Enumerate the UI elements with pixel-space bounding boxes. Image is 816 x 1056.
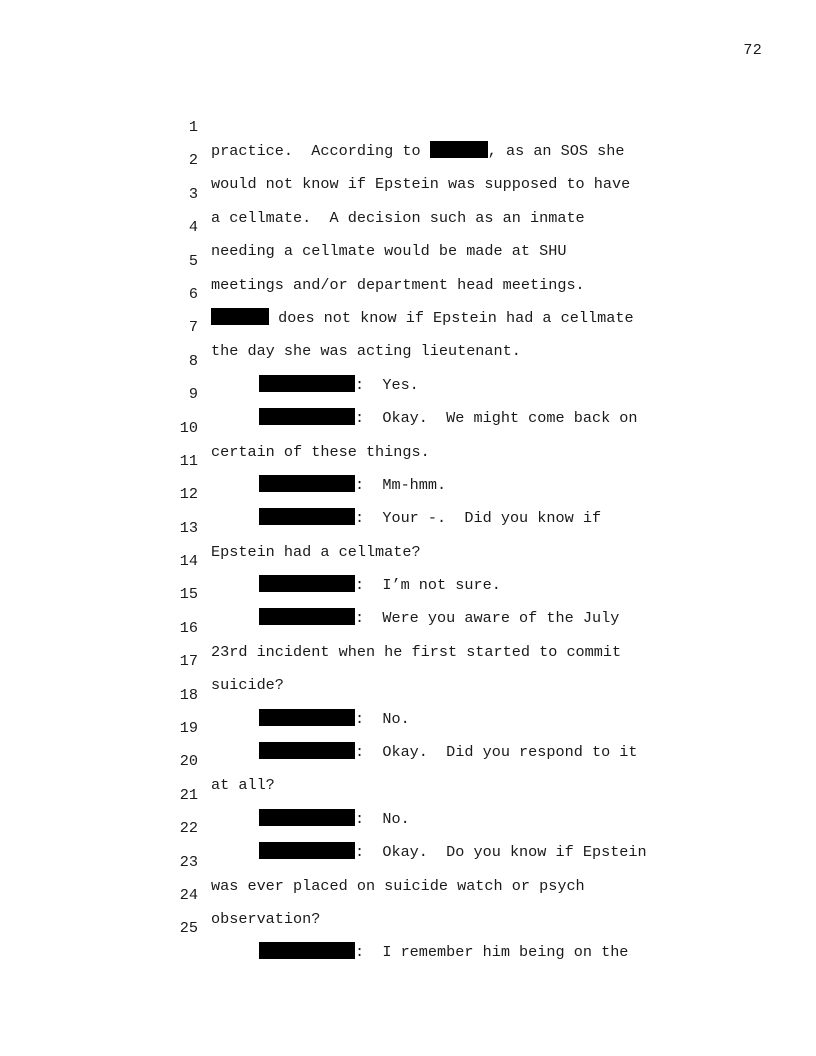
line-text: a cellmate. A decision such as an inmate bbox=[211, 208, 585, 227]
line-number: 3 bbox=[188, 184, 198, 203]
transcript-line bbox=[0, 225, 816, 294]
line-number: 25 bbox=[179, 919, 198, 938]
line-number: 21 bbox=[179, 785, 198, 804]
line-number: 1 bbox=[188, 118, 198, 136]
speech-text: : Mm-hmm. bbox=[355, 475, 447, 494]
speech-text: : I’m not sure. bbox=[355, 576, 501, 595]
line-number: 13 bbox=[179, 518, 198, 537]
line-text: meetings and/or department head meetings. bbox=[211, 275, 585, 294]
transcript-line bbox=[0, 191, 816, 261]
line-text: Epstein had a cellmate? bbox=[211, 542, 421, 561]
speech-text: : No. bbox=[355, 809, 410, 828]
transcript-line bbox=[0, 158, 816, 227]
transcript-line bbox=[0, 892, 816, 962]
line-number: 2 bbox=[188, 151, 198, 170]
transcript-line bbox=[0, 425, 816, 494]
line-text: needing a cellmate would be made at SHU bbox=[211, 242, 567, 261]
speech-text: : Your -. Did you know if bbox=[355, 509, 602, 528]
text-after-redaction: , as an SOS she bbox=[487, 142, 625, 160]
speaker-redaction bbox=[259, 942, 355, 959]
line-text: at all? bbox=[211, 776, 275, 795]
transcript-line bbox=[0, 91, 816, 160]
transcript-line bbox=[0, 592, 816, 661]
line-number: 23 bbox=[179, 852, 198, 871]
line-number: 12 bbox=[179, 485, 198, 504]
line-number: 4 bbox=[188, 218, 198, 237]
line-number: 17 bbox=[179, 652, 198, 671]
transcript-body bbox=[0, 91, 816, 962]
transcript-line bbox=[0, 659, 816, 728]
line-text: was ever placed on suicide watch or psych bbox=[211, 876, 585, 895]
line-text: 23rd incident when he first started to commit bbox=[211, 642, 622, 661]
line-number: 8 bbox=[188, 351, 198, 370]
line-number: 15 bbox=[179, 585, 198, 604]
line-number: 11 bbox=[179, 451, 198, 470]
line-number: 20 bbox=[179, 752, 198, 771]
speech-text: : Yes. bbox=[355, 375, 419, 394]
line-number: 19 bbox=[179, 719, 198, 738]
line-text: the day she was acting lieutenant. bbox=[211, 342, 521, 361]
transcript-line bbox=[0, 124, 816, 194]
text-before-redaction: practice. According to bbox=[211, 142, 430, 160]
line-number: 16 bbox=[179, 618, 198, 637]
speech-text: : Okay. Did you respond to it bbox=[355, 743, 638, 762]
speech-text: : No. bbox=[355, 709, 410, 728]
line-text: suicide? bbox=[211, 676, 284, 695]
line-number: 14 bbox=[179, 552, 198, 571]
speech-text: : I remember him being on the bbox=[355, 943, 629, 962]
transcript-line bbox=[0, 291, 816, 361]
speech-text: : Okay. We might come back on bbox=[355, 409, 638, 428]
speech-text: : Were you aware of the July bbox=[355, 609, 620, 628]
line-number: 6 bbox=[188, 284, 198, 303]
transcript-line bbox=[0, 492, 816, 561]
line-number: 9 bbox=[188, 385, 198, 404]
line-number: 24 bbox=[179, 885, 198, 904]
line-number: 10 bbox=[179, 418, 198, 437]
line-number: 18 bbox=[179, 685, 198, 704]
transcript-line bbox=[0, 258, 816, 327]
line-number: 22 bbox=[179, 819, 198, 838]
transcript-line bbox=[0, 759, 816, 828]
page-number: 72 bbox=[743, 42, 762, 59]
transcript-line bbox=[0, 859, 816, 928]
line-text: certain of these things. bbox=[211, 442, 430, 461]
transcript-line bbox=[0, 325, 816, 394]
text-after-redaction: does not know if Epstein had a cellmate bbox=[269, 308, 634, 327]
speaker-turn bbox=[259, 940, 628, 964]
line-text: observation? bbox=[211, 909, 321, 928]
line-number: 7 bbox=[188, 318, 198, 337]
line-number: 5 bbox=[188, 251, 198, 270]
line-text: would not know if Epstein was supposed to have bbox=[211, 175, 631, 194]
speech-text: : Okay. Do you know if Epstein bbox=[355, 843, 647, 862]
